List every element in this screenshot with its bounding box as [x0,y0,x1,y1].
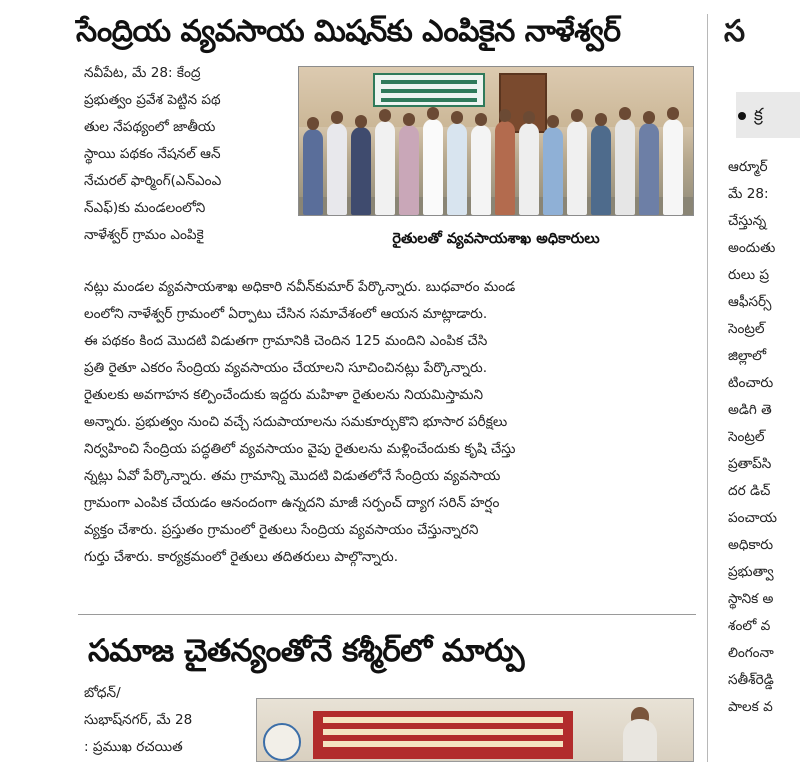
body-line: టించారు [728,375,774,391]
body-line: స్థాయి పథకం నేషనల్ ఆన్ [84,146,221,162]
body-line: : ప్రముఖ రచయిత [84,739,183,755]
body-line: న్ఎఫ్)కు మండలంలోని [84,200,206,216]
body-line: ఈ పథకం కింద మొదటి విడుతగా గ్రామానికి చెందిన 125 మందిని ఎంపిక చేసి [84,333,488,349]
body-line: నాళేశ్వర్ గ్రామం ఎంపికై [84,227,204,243]
column-divider [707,14,708,762]
body-line: చేస్తున్న [728,213,767,229]
body-line: వ్యక్తం చేశారు. ప్రస్తుతం గ్రామంలో రైతులు సేంద్రియ వ్యవసాయం చేస్తున్నారని [84,522,479,538]
body-line: స్థానిక అ [728,591,774,607]
body-line: బోధన్/ [84,685,121,701]
body-line: ప్రభుత్వం ప్రవేశ పెట్టిన పథ [84,92,221,108]
body-line: మే 28: [728,186,769,202]
body-line: శంలో వ [728,618,771,634]
body-line: ప్రతి రైతూ ఎకరం సేంద్రియ వ్యవసాయం చేయాలని సూచించినట్లు పేర్కొన్నారు. [84,360,488,376]
body-line: అడిగి తె [728,402,772,418]
event-banner [313,711,573,759]
body-line: నవీపేట, మే 28: కేంద్ర [84,65,201,81]
body-line: జిల్లాలో [728,348,767,364]
article-separator [78,614,696,615]
article-headline: సేంద్రియ వ్యవసాయ మిషన్‌కు ఎంపికైన నాళేశ్వర్ [76,14,621,49]
body-line: ప్రతాప్‌సి [728,456,772,472]
article-headline: సమాజ చైతన్యంతోనే కశ్మీర్‌లో మార్పు [88,633,525,669]
body-line: ఆర్మూర్‌ [728,159,768,175]
article-photo-meeting [256,698,694,762]
article-body-second [84,680,264,761]
body-line: ఆఫీసర్స్ [728,294,772,310]
bullet-icon [738,112,746,120]
subhead-box [736,92,800,138]
body-line: పంచాయ [728,510,778,526]
subhead-text: క్ర [754,105,763,125]
article-body-narrow [84,60,299,249]
side-column [716,0,800,762]
organization-logo [263,723,301,761]
body-line: ప్రభుత్వా [728,564,774,580]
body-line: గ్రామంగా ఎంపిక చేయడం ఆనందంగా ఉన్నదని మాజీ సర్పంచ్ ద్యాగ సరిన్ హర్షం [84,495,500,511]
body-line: పాలక వ [728,699,773,715]
body-line: గుర్తు చేశారు. కార్యక్రమంలో రైతులు తదితరులు పాల్గొన్నారు. [84,549,399,565]
body-line: అధికారు [728,537,774,553]
body-line: రులు ప్ర [728,267,770,283]
main-column [60,0,700,762]
body-line: సుభాష్‌నగర్, మే 28 [84,712,193,728]
body-line: రైతులకు అవగాహన కల్పించేందుకు ఇద్దరు మహిళా రైతులను నియమిస్తామని [84,387,483,403]
body-line: తుల నేపథ్యంలో జాతీయ [84,119,216,135]
article-body-full [84,274,694,571]
body-line: లింగంనా [728,645,774,661]
department-banner [373,73,485,107]
body-line: దర డిచ్ [728,483,771,499]
body-line: సెంట్రల్ [728,321,765,337]
body-line: న్నట్లు ఏవో పేర్కొన్నారు. తమ గ్రామాన్ని మొదటి విడుతలోనే సేంద్రియ వ్యవసాయ [84,468,501,484]
photo-caption: రైతులతో వ్యవసాయశాఖ అధికారులు [392,231,600,247]
body-line: నిర్వహించి సేంద్రియ పద్ధతిలో వ్యవసాయం వైపు రైతులను మళ్లించేందుకు కృషి చేస్తు [84,441,516,457]
body-line: సెంట్రల్ [728,429,765,445]
side-headline: స [724,14,746,49]
body-line: అందుతు [728,240,776,256]
side-article-body [728,154,800,721]
body-line: అన్నారు. ప్రభుత్వం నుంచి వచ్చే సదుపాయాలను సమకూర్చుకొని భూసార పరీక్షలు [84,414,508,430]
body-line: నేచురల్ ఫార్మింగ్(ఎన్ఎంఎ [84,173,222,189]
speaker [623,719,657,762]
body-line: సతీశ్‌రెడ్డి [728,672,774,688]
body-line: నట్లు మండల వ్యవసాయశాఖ అధికారి నవీన్‌కుమార్ పేర్కొన్నారు. బుధవారం మండ [84,279,516,295]
article-photo-farmers [298,66,694,216]
body-line: లంలోని నాళేశ్వర్ గ్రామంలో ఏర్పాటు చేసిన సమావేశంలో ఆయన మాట్లాడారు. [84,306,488,322]
